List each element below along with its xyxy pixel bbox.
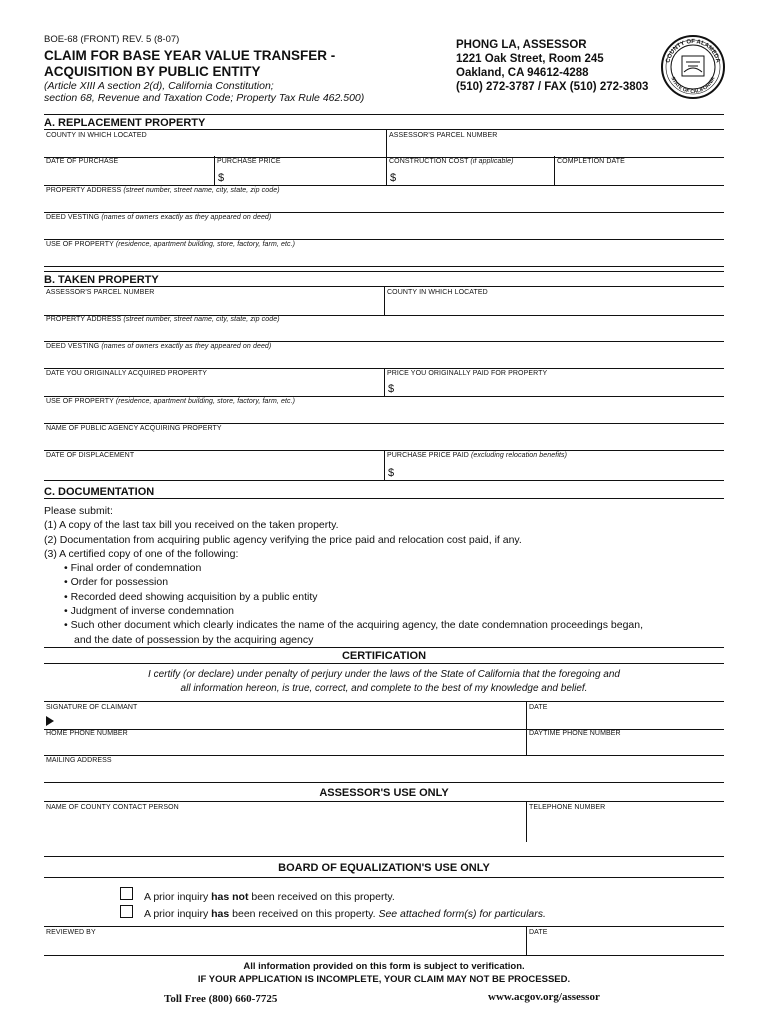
price-paid-field[interactable] — [384, 368, 725, 396]
footer-line-1: All information provided on this form is subject to verification. — [243, 961, 525, 972]
boe-review-row — [44, 926, 724, 956]
replacement-address-field[interactable] — [44, 185, 724, 213]
taken-parcel-number-field[interactable] — [44, 287, 384, 315]
website-link[interactable]: www.acgov.org/assessor — [488, 991, 600, 1003]
use-label: USE OF PROPERTY (residence, apartment building, store, factory, farm, etc.) — [46, 241, 296, 248]
dollar-sign: $ — [388, 467, 395, 479]
parcel-number-label: ASSESSOR'S PARCEL NUMBER — [46, 289, 155, 296]
parcel-number-field[interactable] — [386, 130, 725, 157]
taken-deed-vesting-field[interactable] — [44, 341, 724, 369]
price-paid-label: PRICE YOU ORIGINALLY PAID FOR PROPERTY — [387, 370, 548, 377]
subtitle-line-1: (Article XIII A section 2(d), California Constitution; — [44, 80, 274, 92]
review-date-field[interactable] — [526, 927, 725, 955]
form-number: BOE-68 (FRONT) REV. 5 (8-07) — [44, 34, 180, 45]
boe-use-heading: BOARD OF EQUALIZATION'S USE ONLY — [278, 862, 490, 874]
deed-vesting-label: DEED VESTING (names of owners exactly as they appeared on deed) — [46, 214, 272, 221]
dollar-sign: $ — [390, 172, 397, 184]
date-of-purchase-label: DATE OF PURCHASE — [46, 158, 119, 165]
footer-line-2: IF YOUR APPLICATION IS INCOMPLETE, YOUR CLAIM MAY NOT BE PROCESSED. — [197, 974, 571, 985]
mailing-address-label: MAILING ADDRESS — [46, 757, 112, 764]
date-of-displacement-field[interactable] — [44, 450, 384, 480]
county-label: COUNTY IN WHICH LOCATED — [46, 132, 147, 139]
taken-use-field[interactable] — [44, 396, 724, 424]
assessor-use-row — [44, 801, 724, 842]
section-b-row-1 — [44, 286, 724, 316]
documentation-bullet-1: • Final order of condemnation — [64, 562, 202, 575]
section-a-row-1 — [44, 129, 724, 158]
form-subtitle — [44, 80, 364, 104]
section-a-row-2 — [44, 156, 724, 186]
reviewed-by-field[interactable] — [44, 927, 526, 955]
date-label: DATE — [529, 929, 548, 936]
prior-inquiry-not-received-text: A prior inquiry has not been received on this property. — [144, 891, 395, 903]
certification-text-line-2: all information hereon, is true, correct, and complete to the best of my knowledge and belief. — [180, 683, 588, 694]
daytime-phone-field[interactable] — [526, 728, 725, 755]
date-acquired-field[interactable] — [44, 368, 384, 396]
daytime-phone-label: DAYTIME PHONE NUMBER — [529, 730, 621, 737]
construction-cost-label: CONSTRUCTION COST (if applicable) — [389, 158, 514, 165]
county-seal-icon — [660, 34, 726, 100]
documentation-intro: Please submit: — [44, 505, 113, 517]
prior-inquiry-received-text: A prior inquiry has been received on this property. See attached form(s) for particulars. — [144, 908, 546, 920]
telephone-field[interactable] — [526, 802, 725, 842]
boe-divider-top — [44, 856, 724, 857]
certification-divider — [44, 663, 724, 664]
reviewed-by-label: REVIEWED BY — [46, 929, 96, 936]
certification-text-line-1: I certify (or declare) under penalty of perjury under the laws of the State of California that the foregoing and — [148, 669, 620, 680]
purchase-price-paid-field[interactable] — [384, 450, 725, 480]
purchase-price-field[interactable] — [214, 156, 387, 185]
certification-row-1 — [44, 701, 724, 730]
seal-text-bottom: STATE OF CALIFORNIA — [669, 76, 717, 96]
address-label: PROPERTY ADDRESS (street number, street name, city, state, zip code) — [46, 187, 280, 194]
seal-text-top: COUNTY OF ALAMEDA — [665, 38, 721, 64]
section-c-divider — [44, 498, 724, 499]
deed-vesting-label: DEED VESTING (names of owners exactly as they appeared on deed) — [46, 343, 272, 350]
documentation-bullet-3: • Recorded deed showing acquisition by a public entity — [64, 590, 318, 603]
address-label: PROPERTY ADDRESS (street number, street name, city, state, zip code) — [46, 316, 280, 323]
replacement-use-field[interactable] — [44, 239, 724, 267]
documentation-item-1: (1) A copy of the last tax bill you received on the taken property. — [44, 519, 339, 532]
date-of-purchase-field[interactable] — [44, 156, 214, 185]
home-phone-label: HOME PHONE NUMBER — [46, 730, 128, 737]
completion-date-label: COMPLETION DATE — [557, 158, 625, 165]
purchase-price-paid-label: PURCHASE PRICE PAID (excluding relocation benefits) — [387, 452, 568, 459]
taken-county-field[interactable] — [384, 287, 725, 315]
contact-person-field[interactable] — [44, 802, 526, 842]
assessor-use-heading: ASSESSOR'S USE ONLY — [319, 787, 449, 799]
section-b-row-4 — [44, 368, 724, 397]
parcel-number-label: ASSESSOR'S PARCEL NUMBER — [389, 132, 498, 139]
footer-notice — [44, 960, 724, 986]
title-line-2: ACQUISITION BY PUBLIC ENTITY — [44, 64, 261, 79]
telephone-label: TELEPHONE NUMBER — [529, 804, 606, 811]
replacement-deed-vesting-field[interactable] — [44, 212, 724, 240]
certification-row-2 — [44, 728, 724, 756]
prior-inquiry-not-received-checkbox[interactable] — [120, 887, 133, 900]
documentation-item-2: (2) Documentation from acquiring public agency verifying the price paid and relocation cost paid, if any. — [44, 533, 522, 546]
taken-address-field[interactable] — [44, 314, 724, 342]
certification-text — [44, 668, 724, 696]
completion-date-field[interactable] — [554, 156, 725, 185]
documentation-item-3: (3) A certified copy of one of the following: — [44, 547, 239, 560]
home-phone-field[interactable] — [44, 728, 526, 755]
purchase-price-label: PURCHASE PRICE — [217, 158, 281, 165]
signature-field[interactable] — [44, 702, 526, 729]
dollar-sign: $ — [218, 172, 225, 184]
mailing-address-field[interactable] — [44, 755, 724, 783]
documentation-bullet-5-continued: and the date of possession by the acquiring agency — [74, 633, 314, 646]
assessor-contact — [456, 38, 648, 94]
toll-free-number: Toll Free (800) 660-7725 — [164, 993, 278, 1005]
assessor-name: PHONG LA, ASSESSOR — [456, 39, 587, 51]
date-label: DATE — [529, 704, 548, 711]
section-b-heading: B. TAKEN PROPERTY — [44, 271, 724, 286]
date-of-displacement-label: DATE OF DISPLACEMENT — [46, 452, 135, 459]
agency-name-label: NAME OF PUBLIC AGENCY ACQUIRING PROPERTY — [46, 425, 222, 432]
signature-arrow-icon — [46, 716, 54, 726]
documentation-bullet-4: • Judgment of inverse condemnation — [64, 605, 235, 618]
county-field[interactable] — [44, 130, 386, 157]
date-acquired-label: DATE YOU ORIGINALLY ACQUIRED PROPERTY — [46, 370, 207, 377]
section-b-row-7 — [44, 450, 724, 481]
signature-date-field[interactable] — [526, 702, 725, 729]
section-c-heading: C. DOCUMENTATION — [44, 486, 155, 498]
signature-label: SIGNATURE OF CLAIMANT — [46, 704, 138, 711]
certification-heading: CERTIFICATION — [44, 647, 724, 662]
agency-name-field[interactable] — [44, 423, 724, 451]
assessor-phone: (510) 272-3787 / FAX (510) 272-3803 — [456, 81, 649, 93]
section-a-heading: A. REPLACEMENT PROPERTY — [44, 114, 724, 129]
assessor-city: Oakland, CA 94612-4288 — [456, 67, 589, 79]
dollar-sign: $ — [388, 383, 395, 395]
assessor-street: 1221 Oak Street, Room 245 — [456, 53, 604, 65]
form-title — [44, 48, 335, 80]
use-label: USE OF PROPERTY (residence, apartment building, store, factory, farm, etc.) — [46, 398, 296, 405]
documentation-list — [44, 504, 724, 647]
county-label: COUNTY IN WHICH LOCATED — [387, 289, 488, 296]
title-line-1: CLAIM FOR BASE YEAR VALUE TRANSFER - — [44, 48, 336, 63]
construction-cost-field[interactable] — [386, 156, 555, 185]
prior-inquiry-received-checkbox[interactable] — [120, 905, 133, 918]
boe-divider — [44, 877, 724, 878]
subtitle-line-2: section 68, Revenue and Taxation Code; Property Tax Rule 462.500) — [44, 92, 365, 104]
documentation-bullet-5: • Such other document which clearly indicates the name of the acquiring agency, the date condemnation proceedings began, — [64, 619, 644, 632]
contact-person-label: NAME OF COUNTY CONTACT PERSON — [46, 804, 179, 811]
documentation-bullet-2: • Order for possession — [64, 576, 169, 589]
form-page — [44, 0, 724, 1024]
